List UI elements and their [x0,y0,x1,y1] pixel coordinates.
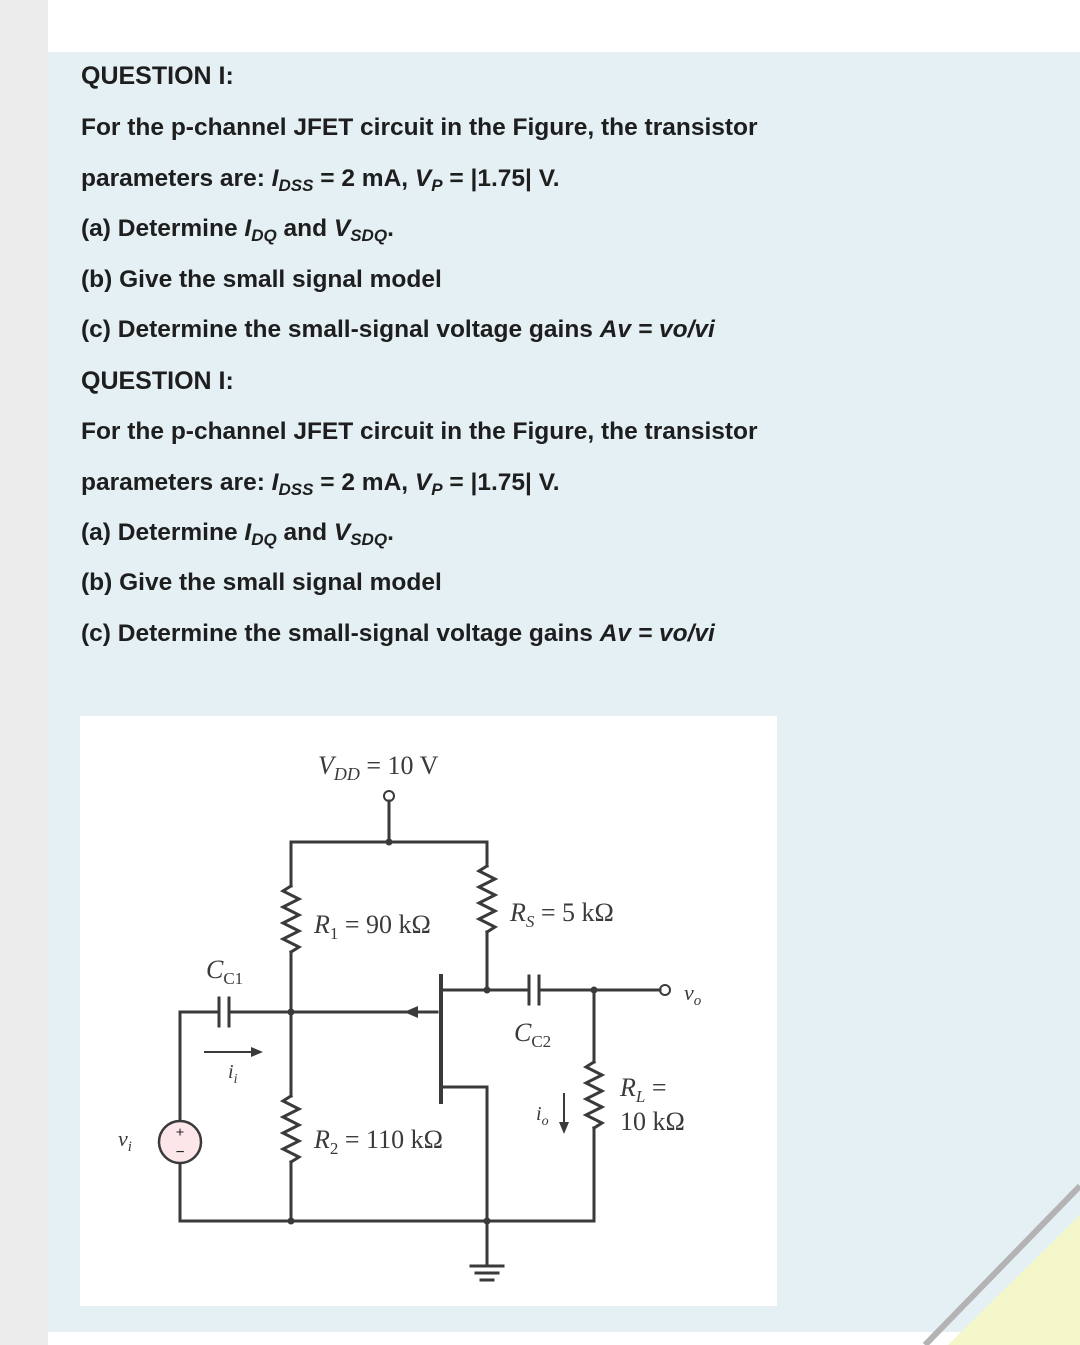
question-part-b: (b) Give the small signal model [81,569,442,596]
r2-label: $R_2 = 110$ kΩ [314,1125,443,1158]
gate-arrowhead [404,1006,418,1018]
junction-dot [288,1218,295,1225]
io-label: $i_o$ [536,1103,549,1129]
rl-label: $R_L$ = [620,1073,667,1106]
rs-label: $R_S = 5$ kΩ [510,898,614,931]
rl-resistor [586,1062,602,1128]
question-title: QUESTION I: [81,62,234,90]
r1-label: $R_1 = 90$ kΩ [314,910,431,943]
junction-dot [484,987,491,994]
question-part-a: (a) Determine $I_{DQ}$ and $V_{SDQ}$. [81,519,394,549]
left-gutter [0,0,48,1345]
vdd-label: $V_{DD} = 10$ V [318,751,439,784]
cc1-label: $C_{C1}$ [206,955,244,988]
r2-resistor [283,1096,299,1162]
circuit-figure [80,716,777,1306]
ii-label: $i_i$ [228,1061,238,1087]
question-part-c: (c) Determine the small-signal voltage gains Av = vo/vi [81,316,715,343]
source-minus-sign: − [175,1144,185,1161]
question-part-a: (a) Determine $I_{DQ}$ and $V_{SDQ}$. [81,215,394,245]
question-title: QUESTION I: [81,367,234,395]
source-plus-sign: + [175,1125,185,1141]
rs-resistor [479,866,495,932]
junction-dot [386,839,393,846]
vi-label: $v_i$ [118,1126,132,1155]
io-arrowhead [559,1122,569,1134]
cc2-label: $C_{C2}$ [514,1018,552,1051]
question-intro: For the p-channel JFET circuit in the Figure, the transistor [81,114,758,141]
r1-resistor [283,886,299,952]
vo-label: $v_o$ [684,980,702,1009]
question-parameters: parameters are: $I_{DSS} = 2$ mA, $V_P = |1.75|$ V. [81,469,560,499]
rl-value-label: 10 kΩ [620,1107,685,1136]
ii-arrowhead [251,1047,263,1057]
junction-dot [591,987,598,994]
question-parameters: parameters are: $I_{DSS} = 2$ mA, $V_P = |1.75|$ V. [81,165,560,195]
question-part-c: (c) Determine the small-signal voltage gains Av = vo/vi [81,620,715,647]
junction-dot [288,1009,295,1016]
jfet-circuit-diagram [80,716,777,1306]
question-intro: For the p-channel JFET circuit in the Figure, the transistor [81,418,758,445]
junction-dot [484,1218,491,1225]
question-part-b: (b) Give the small signal model [81,266,442,293]
